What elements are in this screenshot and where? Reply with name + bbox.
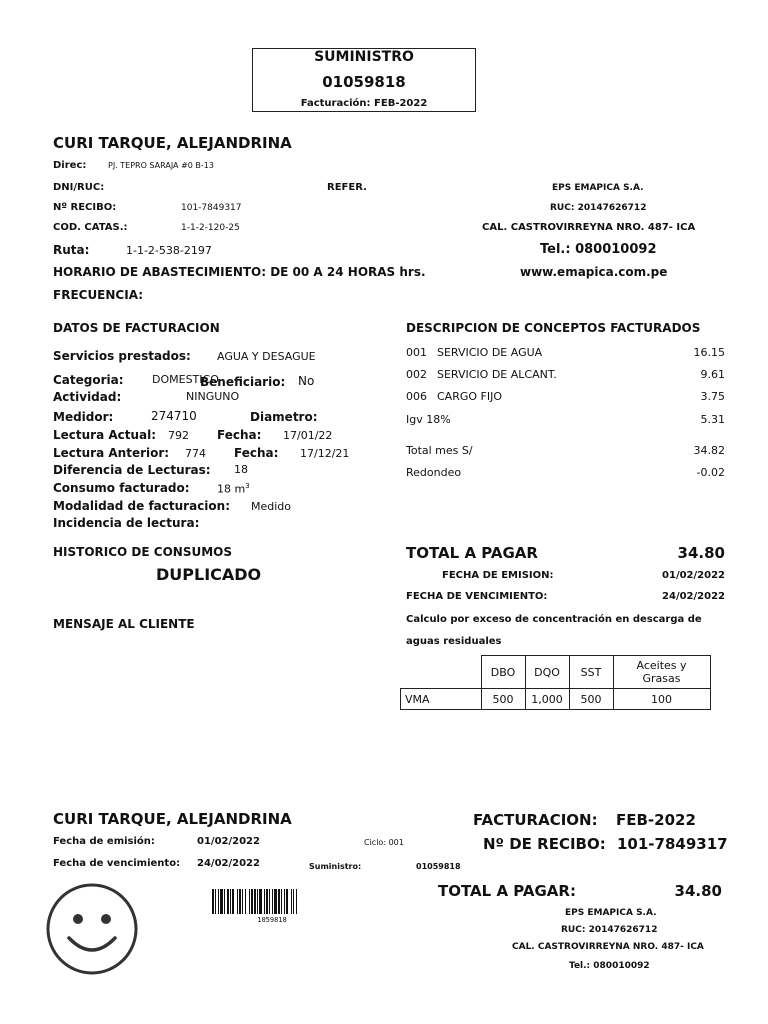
consumption-history-title: HISTORICO DE CONSUMOS bbox=[53, 545, 232, 559]
stub-company-phone: Tel.: 080010092 bbox=[569, 961, 650, 971]
previous-reading-value: 774 bbox=[185, 447, 206, 460]
stub-receipt-value: 101-7849317 bbox=[617, 835, 728, 853]
excess-calc-line1: Calculo por exceso de concentración en descarga de bbox=[406, 614, 702, 625]
stub-customer-name: CURI TARQUE, ALEJANDRINA bbox=[53, 810, 292, 828]
previous-date-value: 17/12/21 bbox=[300, 447, 350, 460]
stub-cycle: Ciclo: 001 bbox=[364, 838, 404, 847]
duplicate-stamp: DUPLICADO bbox=[156, 565, 262, 584]
value-dbo: 500 bbox=[481, 689, 525, 710]
stub-issue-date-value: 01/02/2022 bbox=[197, 836, 260, 847]
table-corner bbox=[401, 656, 482, 689]
services-value: AGUA Y DESAGUE bbox=[217, 350, 316, 363]
current-date-value: 17/01/22 bbox=[283, 429, 333, 442]
barcode bbox=[210, 889, 335, 922]
current-reading-label: Lectura Actual: bbox=[53, 428, 157, 442]
excess-calc-line2: aguas residuales bbox=[406, 636, 502, 647]
issue-date-label: FECHA DE EMISION: bbox=[442, 570, 554, 581]
category-label: Categoria: bbox=[53, 373, 124, 387]
route-label: Ruta: bbox=[53, 243, 90, 257]
previous-reading-label: Lectura Anterior: bbox=[53, 446, 170, 460]
due-date-label: FECHA DE VENCIMIENTO: bbox=[406, 591, 548, 602]
dni-label: DNI/RUC: bbox=[53, 182, 105, 193]
consumption-label: Consumo facturado: bbox=[53, 481, 190, 495]
supply-header-box bbox=[252, 48, 476, 112]
refer-label: REFER. bbox=[327, 182, 367, 193]
meter-value: 274710 bbox=[151, 409, 197, 423]
table-header-row bbox=[401, 656, 711, 689]
row-label-vma: VMA bbox=[401, 689, 482, 710]
barcode-text: 1059818 bbox=[257, 916, 287, 922]
total-to-pay-value: 34.80 bbox=[677, 544, 725, 562]
stub-receipt-label: Nº DE RECIBO: bbox=[483, 835, 606, 853]
concept-006-desc: CARGO FIJO bbox=[437, 390, 503, 403]
monthly-total-value: 34.82 bbox=[693, 444, 725, 457]
header-sst: SST bbox=[569, 656, 613, 689]
previous-date-label: Fecha: bbox=[234, 446, 279, 460]
stub-company-name: EPS EMAPICA S.A. bbox=[565, 908, 657, 918]
frequency-label: FRECUENCIA: bbox=[53, 288, 144, 302]
stub-issue-date-label: Fecha de emisión: bbox=[53, 836, 155, 847]
reading-difference-label: Diferencia de Lecturas: bbox=[53, 463, 211, 477]
concept-001-desc: SERVICIO DE AGUA bbox=[437, 346, 543, 359]
concept-002-amount: 9.61 bbox=[700, 368, 725, 381]
supply-label: SUMINISTRO bbox=[314, 49, 414, 65]
supply-number: 01059818 bbox=[322, 73, 406, 91]
stub-supply-value: 01059818 bbox=[416, 862, 461, 871]
value-sst: 500 bbox=[569, 689, 613, 710]
customer-message-title: MENSAJE AL CLIENTE bbox=[53, 617, 195, 631]
cadastral-value: 1-1-2-120-25 bbox=[181, 223, 240, 233]
stub-due-date-label: Fecha de vencimiento: bbox=[53, 858, 181, 869]
route-value: 1-1-2-538-2197 bbox=[126, 244, 212, 257]
billing-period: Facturación: FEB-2022 bbox=[300, 98, 428, 109]
beneficiary-value: No bbox=[298, 374, 315, 388]
beneficiary-label: Beneficiario: bbox=[200, 375, 286, 389]
receipt-label: Nº RECIBO: bbox=[53, 202, 117, 213]
stub-billing-value: FEB-2022 bbox=[616, 811, 696, 829]
address-value: PJ. TEPRO SARAJA #0 B-13 bbox=[108, 161, 214, 170]
stub-billing-label: FACTURACION: bbox=[473, 811, 598, 829]
company-website: www.emapica.com.pe bbox=[520, 265, 668, 279]
meter-label: Medidor: bbox=[53, 410, 114, 424]
current-reading-value: 792 bbox=[168, 429, 189, 442]
stub-due-date-value: 24/02/2022 bbox=[197, 858, 260, 869]
smiley-face-icon bbox=[45, 882, 139, 976]
billing-mode-label: Modalidad de facturacion: bbox=[53, 499, 230, 513]
company-ruc: RUC: 20147626712 bbox=[550, 203, 647, 213]
concept-001-code: 001 bbox=[406, 346, 427, 359]
igv-value: 5.31 bbox=[700, 413, 725, 426]
company-phone: Tel.: 080010092 bbox=[540, 242, 657, 257]
stub-company-ruc: RUC: 20147626712 bbox=[561, 925, 658, 935]
diameter-label: Diametro: bbox=[250, 410, 318, 424]
concept-002-code: 002 bbox=[406, 368, 427, 381]
activity-value: NINGUNO bbox=[186, 390, 240, 403]
reading-difference-value: 18 bbox=[234, 463, 248, 476]
cadastral-label: COD. CATAS.: bbox=[53, 222, 128, 233]
table-row bbox=[401, 689, 711, 710]
concept-006-amount: 3.75 bbox=[700, 390, 725, 403]
rounding-label: Redondeo bbox=[406, 466, 462, 479]
value-dqo: 1,000 bbox=[525, 689, 569, 710]
total-to-pay-label: TOTAL A PAGAR bbox=[406, 544, 538, 562]
stub-supply-label: Suministro: bbox=[309, 862, 362, 871]
stub-company-address: CAL. CASTROVIRREYNA NRO. 487- ICA bbox=[512, 942, 704, 952]
stub-total-label: TOTAL A PAGAR: bbox=[438, 882, 576, 900]
vma-parameters-table bbox=[400, 655, 711, 710]
due-date-value: 24/02/2022 bbox=[662, 591, 725, 602]
rounding-value: -0.02 bbox=[696, 466, 725, 479]
value-oils-greases: 100 bbox=[613, 689, 710, 710]
concepts-title: DESCRIPCION DE CONCEPTOS FACTURADOS bbox=[406, 321, 701, 335]
header-oils-greases: Aceites y Grasas bbox=[613, 656, 710, 689]
concept-006-code: 006 bbox=[406, 390, 427, 403]
monthly-total-label: Total mes S/ bbox=[406, 444, 473, 457]
category-value: DOMESTICO bbox=[152, 373, 219, 386]
company-name: EPS EMAPICA S.A. bbox=[552, 183, 644, 193]
concept-001-amount: 16.15 bbox=[693, 346, 725, 359]
concept-002-desc: SERVICIO DE ALCANT. bbox=[437, 368, 557, 381]
billing-data-title: DATOS DE FACTURACION bbox=[53, 321, 220, 335]
igv-label: Igv 18% bbox=[406, 413, 451, 426]
header-dqo: DQO bbox=[525, 656, 569, 689]
customer-name: CURI TARQUE, ALEJANDRINA bbox=[53, 134, 292, 152]
current-date-label: Fecha: bbox=[217, 428, 262, 442]
receipt-value: 101-7849317 bbox=[181, 203, 242, 213]
stub-total-value: 34.80 bbox=[674, 882, 722, 900]
supply-schedule: HORARIO DE ABASTECIMIENTO: DE 00 A 24 HORAS hrs. bbox=[53, 265, 426, 279]
billing-mode-value: Medido bbox=[251, 500, 292, 513]
services-label: Servicios prestados: bbox=[53, 349, 191, 363]
issue-date-value: 01/02/2022 bbox=[662, 570, 725, 581]
activity-label: Actividad: bbox=[53, 390, 122, 404]
reading-incident-label: Incidencia de lectura: bbox=[53, 516, 200, 530]
header-dbo: DBO bbox=[481, 656, 525, 689]
address-label: Direc: bbox=[53, 160, 87, 171]
consumption-value: 18 $m^3$ bbox=[217, 482, 250, 496]
company-address: CAL. CASTROVIRREYNA NRO. 487- ICA bbox=[482, 222, 696, 233]
